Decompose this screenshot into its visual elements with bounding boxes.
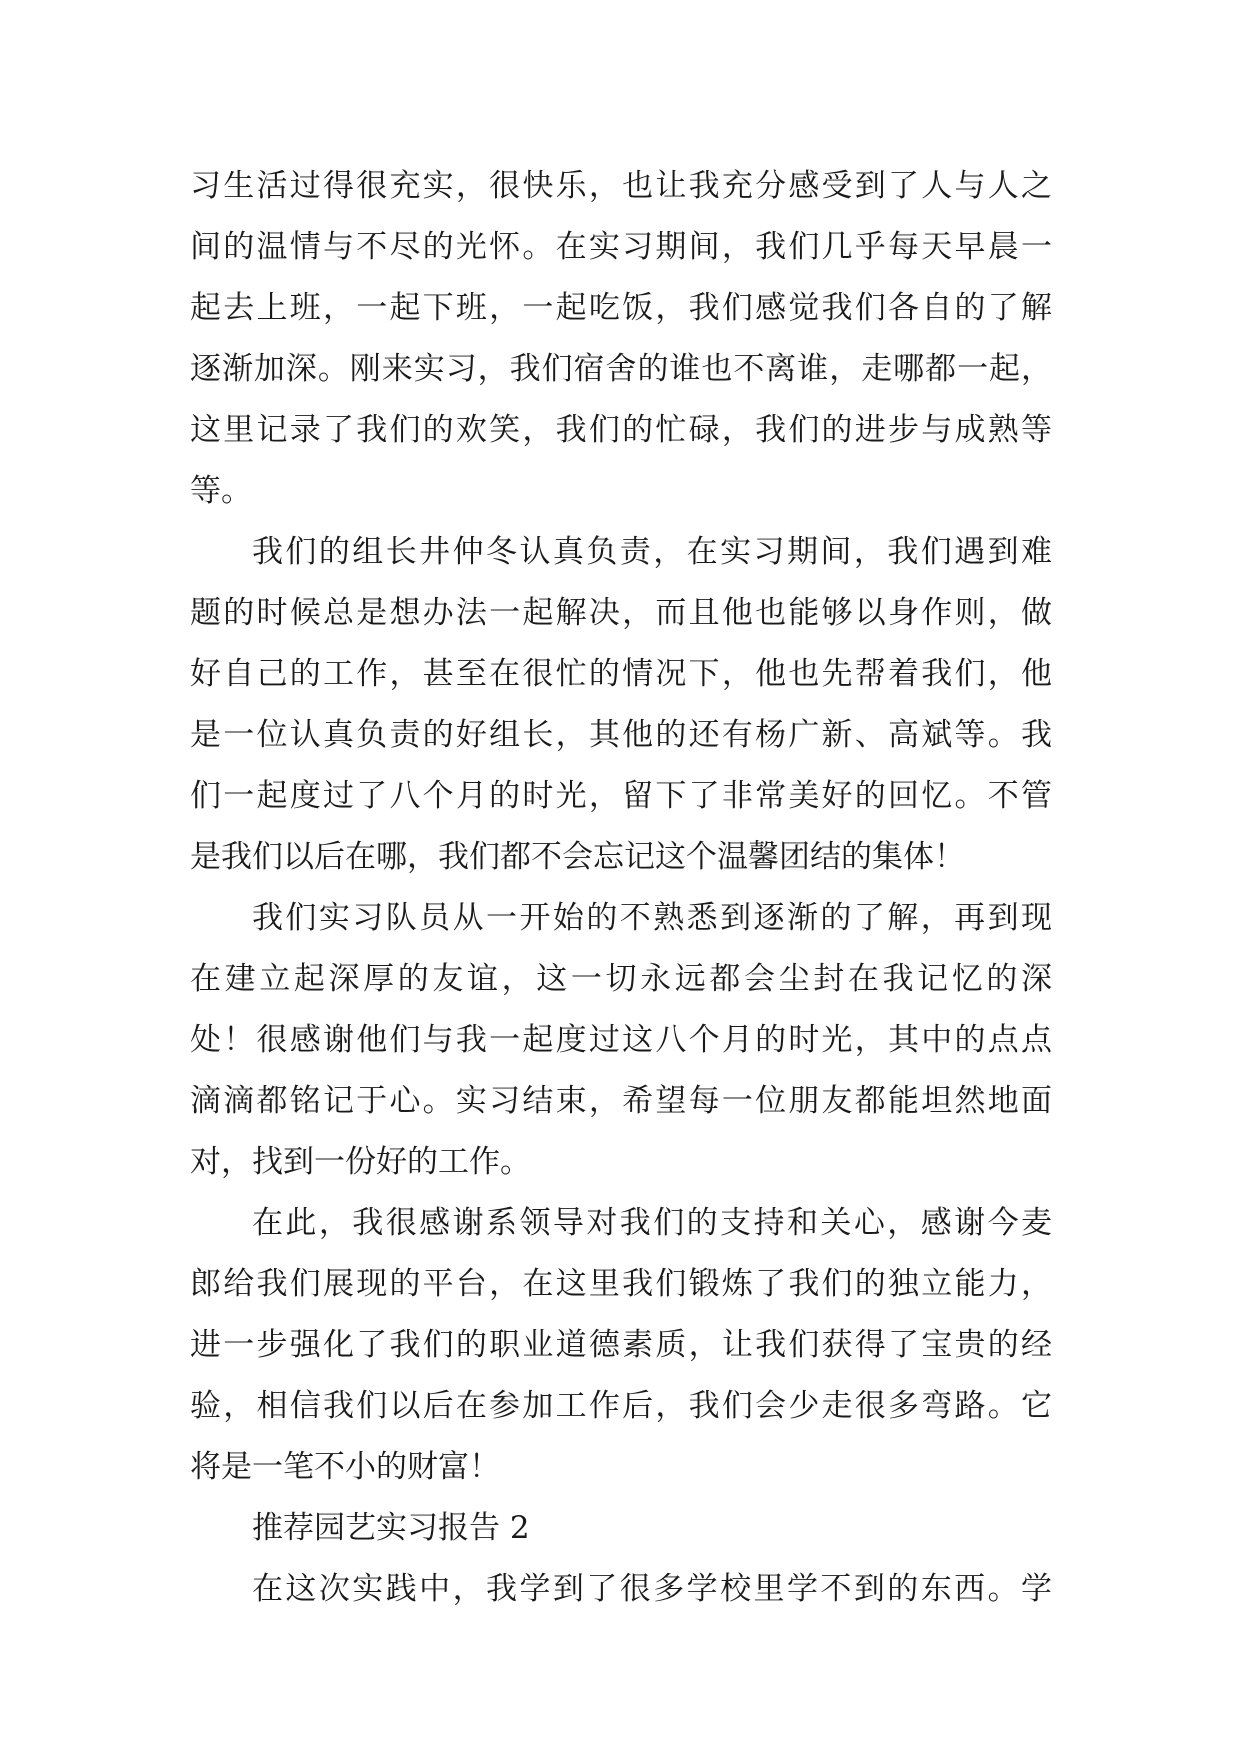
text-line: 将是一笔不小的财富！ [190, 1449, 500, 1485]
text-line: 验，相信我们以后在参加工作后，我们会少走很多弯路。它 [190, 1388, 1052, 1424]
text-line: 在此，我很感谢系领导对我们的支持和关心，感谢今麦 [252, 1205, 1052, 1241]
text-line: 们一起度过了八个月的时光，留下了非常美好的回忆。不管 [190, 778, 1052, 814]
text-line: 是我们以后在哪，我们都不会忘记这个温馨团结的集体！ [190, 839, 965, 875]
document-body [190, 156, 1052, 1620]
text-line: 进一步强化了我们的职业道德素质，让我们获得了宝贵的经 [190, 1327, 1052, 1363]
text-line: 滴滴都铭记于心。实习结束，希望每一位朋友都能坦然地面 [190, 1083, 1052, 1119]
text-line: 习生活过得很充实，很快乐，也让我充分感受到了人与人之 [190, 168, 1052, 204]
text-line: 这里记录了我们的欢笑，我们的忙碌，我们的进步与成熟等 [190, 412, 1052, 448]
text-line: 间的温情与不尽的光怀。在实习期间，我们几乎每天早晨一 [190, 229, 1052, 265]
text-line: 我们的组长井仲冬认真负责，在实习期间，我们遇到难 [252, 534, 1052, 570]
text-line: 逐渐加深。刚来实习，我们宿舍的谁也不离谁，走哪都一起， [190, 351, 1052, 387]
text-line: 在建立起深厚的友谊，这一切永远都会尘封在我记忆的深 [190, 961, 1052, 997]
text-line: 是一位认真负责的好组长，其他的还有杨广新、高斌等。我 [190, 717, 1052, 753]
section-heading: 推荐园艺实习报告 2 [252, 1510, 530, 1546]
text-line: 我们实习队员从一开始的不熟悉到逐渐的了解，再到现 [252, 900, 1052, 936]
text-line: 在这次实践中，我学到了很多学校里学不到的东西。学 [252, 1571, 1052, 1607]
text-line: 等。 [190, 473, 252, 509]
text-line: 题的时候总是想办法一起解决，而且他也能够以身作则，做 [190, 595, 1052, 631]
text-line: 好自己的工作，甚至在很忙的情况下，他也先帮着我们，他 [190, 656, 1052, 692]
text-line: 对，找到一份好的工作。 [190, 1144, 531, 1180]
text-line: 郎给我们展现的平台，在这里我们锻炼了我们的独立能力， [190, 1266, 1052, 1302]
text-line: 起去上班，一起下班，一起吃饭，我们感觉我们各自的了解 [190, 290, 1052, 326]
text-line: 处！很感谢他们与我一起度过这八个月的时光，其中的点点 [190, 1022, 1052, 1058]
